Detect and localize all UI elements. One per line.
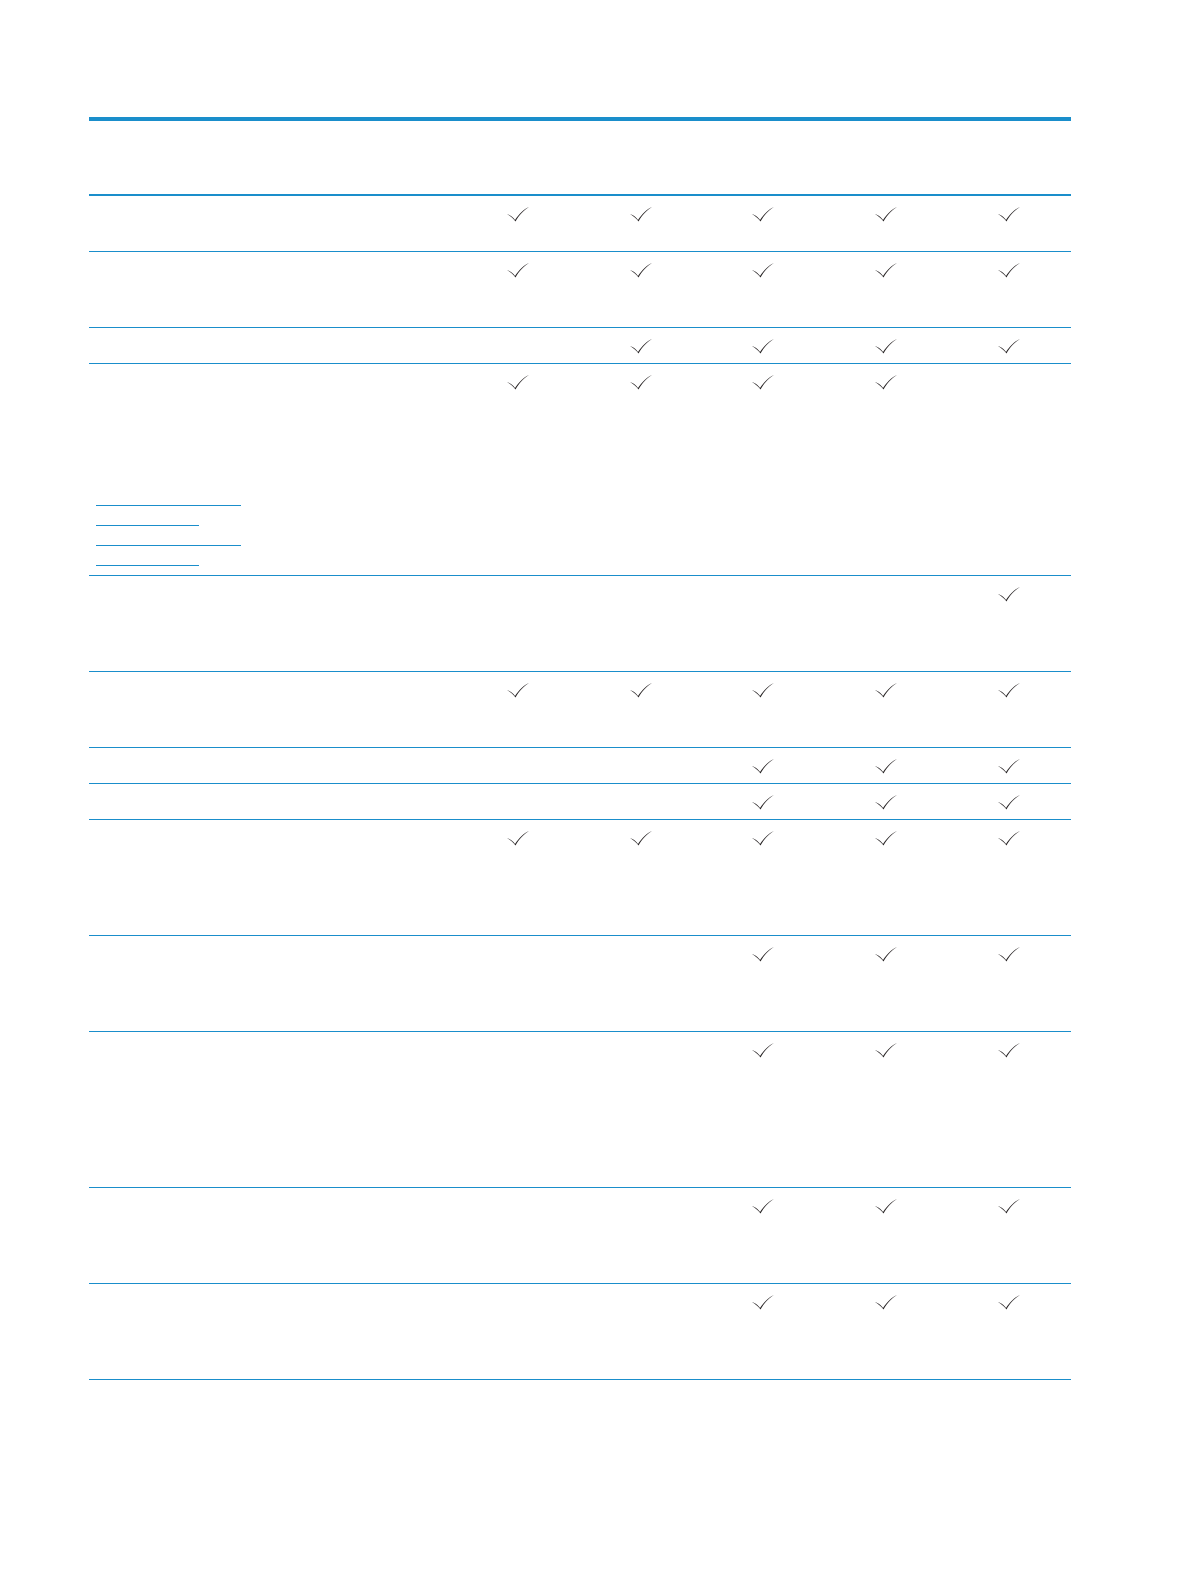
table-row	[89, 784, 1071, 820]
checkmark-icon	[743, 1041, 783, 1065]
table-row	[89, 748, 1071, 784]
checkmark-icon	[866, 793, 906, 817]
link-underline[interactable]	[96, 525, 199, 526]
checkmark-icon	[989, 757, 1029, 781]
table-row	[89, 252, 1071, 328]
checkmark-icon	[866, 1197, 906, 1221]
checkmark-icon	[621, 373, 661, 397]
checkmark-icon	[621, 337, 661, 361]
table-row	[89, 364, 1071, 576]
top-rule	[89, 117, 1071, 121]
table-row	[89, 936, 1071, 1032]
checkmark-icon	[866, 681, 906, 705]
table-row	[89, 328, 1071, 364]
checkmark-icon	[989, 585, 1029, 609]
checkmark-icon	[866, 205, 906, 229]
link-underline[interactable]	[96, 565, 199, 566]
checkmark-icon	[743, 337, 783, 361]
checkmark-icon	[743, 1197, 783, 1221]
link-underline[interactable]	[96, 505, 241, 506]
checkmark-icon	[621, 205, 661, 229]
checkmark-icon	[743, 793, 783, 817]
checkmark-icon	[866, 337, 906, 361]
table-row	[89, 1032, 1071, 1188]
checkmark-icon	[989, 337, 1029, 361]
checkmark-icon	[989, 793, 1029, 817]
checkmark-icon	[743, 1293, 783, 1317]
checkmark-icon	[866, 373, 906, 397]
checkmark-icon	[989, 1197, 1029, 1221]
checkmark-icon	[743, 373, 783, 397]
table-row	[89, 820, 1071, 936]
checkmark-icon	[866, 261, 906, 285]
checkmark-icon	[743, 757, 783, 781]
feature-table	[89, 196, 1071, 1380]
checkmark-icon	[989, 681, 1029, 705]
checkmark-icon	[743, 261, 783, 285]
checkmark-icon	[866, 1041, 906, 1065]
table-row	[89, 1284, 1071, 1380]
checkmark-icon	[866, 945, 906, 969]
checkmark-icon	[498, 681, 538, 705]
checkmark-icon	[498, 373, 538, 397]
checkmark-icon	[498, 261, 538, 285]
checkmark-icon	[621, 681, 661, 705]
link-underline[interactable]	[96, 545, 241, 546]
checkmark-icon	[989, 945, 1029, 969]
checkmark-icon	[866, 1293, 906, 1317]
checkmark-icon	[498, 205, 538, 229]
checkmark-icon	[989, 829, 1029, 853]
checkmark-icon	[743, 681, 783, 705]
table-row	[89, 672, 1071, 748]
table-row	[89, 1188, 1071, 1284]
link-list[interactable]	[96, 505, 241, 585]
checkmark-icon	[743, 829, 783, 853]
table-row	[89, 196, 1071, 252]
checkmark-icon	[989, 205, 1029, 229]
checkmark-icon	[621, 829, 661, 853]
checkmark-icon	[989, 261, 1029, 285]
checkmark-icon	[989, 1293, 1029, 1317]
checkmark-icon	[498, 829, 538, 853]
checkmark-icon	[866, 829, 906, 853]
checkmark-icon	[743, 945, 783, 969]
checkmark-icon	[621, 261, 661, 285]
checkmark-icon	[866, 757, 906, 781]
checkmark-icon	[743, 205, 783, 229]
table-row	[89, 576, 1071, 672]
checkmark-icon	[989, 1041, 1029, 1065]
